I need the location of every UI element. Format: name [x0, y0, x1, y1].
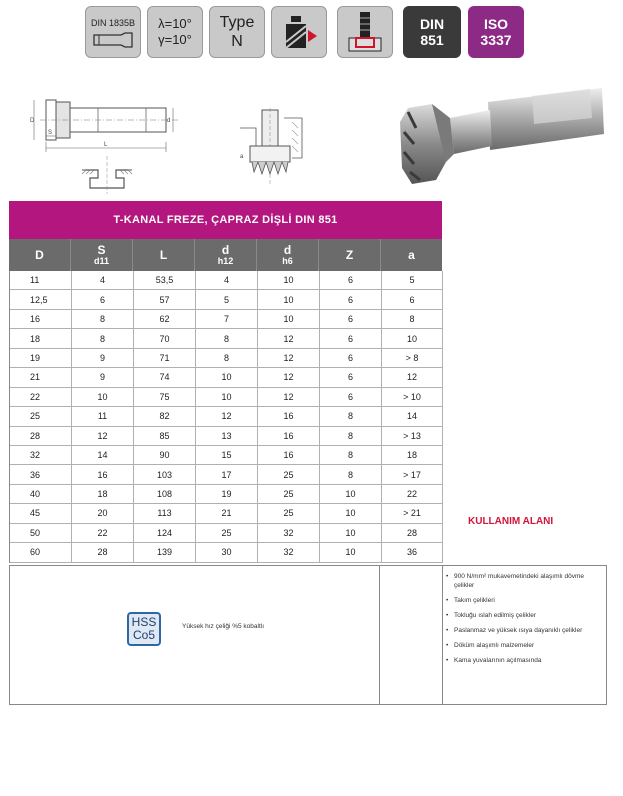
- info-box-divider: [379, 565, 380, 705]
- header-cell: [71, 239, 133, 271]
- table-cell: 10: [258, 290, 320, 308]
- din-standard-label: DIN 1835B: [90, 18, 136, 28]
- table-cell: 10: [320, 485, 382, 503]
- table-cell: 10: [320, 543, 382, 561]
- table-row: [10, 446, 443, 465]
- table-row: [10, 524, 443, 543]
- table-cell: 22: [382, 485, 443, 503]
- table-cell: 108: [134, 485, 196, 503]
- material-line2: Co5: [132, 628, 155, 642]
- header-main: d: [221, 242, 230, 257]
- header-main: S: [97, 242, 106, 257]
- angle-lambda: λ=10°: [158, 16, 192, 31]
- table-cell: 5: [382, 271, 443, 289]
- usage-title: KULLANIM ALANI: [468, 516, 554, 527]
- dim-label-d: D: [30, 118, 35, 124]
- usage-list: [446, 572, 606, 671]
- table-cell: 139: [134, 543, 196, 561]
- table-cell: 62: [134, 310, 196, 328]
- table-cell: 21: [10, 368, 72, 386]
- header-main: L: [159, 247, 168, 262]
- table-cell: 124: [134, 524, 196, 542]
- table-cell: 17: [196, 465, 258, 483]
- table-cell: 82: [134, 407, 196, 425]
- table-cell: 19: [10, 349, 72, 367]
- usage-item: • 900 N/mm² mukavemetindeki alaşımlı dövme çelikler: [446, 572, 606, 590]
- table-cell: 16: [258, 407, 320, 425]
- table-cell: 6: [320, 368, 382, 386]
- table-row: [10, 427, 443, 446]
- table-cell: 30: [196, 543, 258, 561]
- din-851-badge: [403, 6, 461, 58]
- header-main: D: [35, 247, 44, 262]
- table-cell: 25: [258, 485, 320, 503]
- table-cell: 9: [72, 349, 134, 367]
- table-cell: 8: [196, 329, 258, 347]
- table-cell: 32: [10, 446, 72, 464]
- table-cell: 16: [72, 465, 134, 483]
- usage-item: • Tokluğu ıslah edilmiş çelikler: [446, 611, 606, 620]
- table-cell: 57: [134, 290, 196, 308]
- table-cell: 12,5: [10, 290, 72, 308]
- table-cell: 6: [72, 290, 134, 308]
- dim-label-a: a: [240, 154, 244, 160]
- table-cell: 12: [258, 368, 320, 386]
- usage-item: • Takım çelikleri: [446, 596, 606, 605]
- usage-item: • Döküm alaşımlı malzemeler: [446, 641, 606, 650]
- table-cell: 74: [134, 368, 196, 386]
- table-cell: 18: [72, 485, 134, 503]
- material-note: Yüksek hız çeliği %5 kobaltlı: [182, 623, 265, 630]
- cutting-direction-icon: [277, 12, 321, 52]
- table-cell: 8: [72, 329, 134, 347]
- shank-icon: [91, 31, 135, 49]
- table-cell: 4: [72, 271, 134, 289]
- table-cell: 10: [196, 388, 258, 406]
- table-cell: 14: [72, 446, 134, 464]
- table-cell: 22: [10, 388, 72, 406]
- table-cell: 10: [72, 388, 134, 406]
- table-cell: 28: [382, 524, 443, 542]
- table-row: [10, 465, 443, 484]
- table-cell: 12: [382, 368, 443, 386]
- table-cell: 10: [382, 329, 443, 347]
- table-cell: 9: [72, 368, 134, 386]
- header-sub: h6: [282, 255, 293, 266]
- table-row: [10, 485, 443, 504]
- table-cell: 45: [10, 504, 72, 522]
- table-cell: 8: [382, 310, 443, 328]
- type-label: Type: [219, 14, 255, 31]
- cutting-direction-badge: [271, 6, 327, 58]
- table-cell: 6: [320, 349, 382, 367]
- header-sub: h12: [217, 255, 234, 266]
- table-row: [10, 310, 443, 329]
- table-cell: 28: [10, 427, 72, 445]
- table-cell: 14: [382, 407, 443, 425]
- table-cell: 13: [196, 427, 258, 445]
- table-row: [10, 407, 443, 426]
- header-cell: [381, 239, 442, 271]
- table-cell: 10: [258, 271, 320, 289]
- table-cell: 6: [320, 388, 382, 406]
- table-cell: 6: [320, 310, 382, 328]
- side-view-drawing: [28, 90, 188, 200]
- table-cell: 90: [134, 446, 196, 464]
- table-cell: 50: [10, 524, 72, 542]
- table-cell: 8: [320, 407, 382, 425]
- slot-depth-badge: [337, 6, 393, 58]
- table-cell: 36: [10, 465, 72, 483]
- table-cell: 18: [382, 446, 443, 464]
- din-value: 851: [420, 32, 444, 48]
- table-cell: 5: [196, 290, 258, 308]
- header-cell: [133, 239, 195, 271]
- table-cell: 7: [196, 310, 258, 328]
- table-cell: 28: [72, 543, 134, 561]
- slot-cutting-drawing: [236, 108, 308, 188]
- table-cell: 12: [258, 329, 320, 347]
- table-cell: 6: [320, 271, 382, 289]
- table-cell: 40: [10, 485, 72, 503]
- type-value: N: [231, 33, 243, 50]
- angle-badge: [147, 6, 203, 58]
- table-cell: > 10: [382, 388, 443, 406]
- table-cell: 6: [382, 290, 443, 308]
- usage-item: • Kama yuvalarının açılmasında: [446, 656, 606, 665]
- table-cell: 4: [196, 271, 258, 289]
- header-main: Z: [345, 247, 354, 262]
- table-cell: 11: [72, 407, 134, 425]
- table-cell: 16: [258, 427, 320, 445]
- table-cell: 18: [10, 329, 72, 347]
- table-row: [10, 349, 443, 368]
- table-cell: 8: [320, 446, 382, 464]
- header-cell: [9, 239, 71, 271]
- table-cell: > 21: [382, 504, 443, 522]
- table-cell: 8: [72, 310, 134, 328]
- t-slot-cutter-image: [392, 88, 608, 188]
- din-1835b-badge: [85, 6, 141, 58]
- t-slot-icon: [343, 10, 387, 54]
- table-cell: 8: [320, 427, 382, 445]
- table-cell: 10: [320, 504, 382, 522]
- table-cell: 21: [196, 504, 258, 522]
- header-cell: [319, 239, 381, 271]
- table-cell: > 8: [382, 349, 443, 367]
- table-cell: 22: [72, 524, 134, 542]
- table-cell: 10: [258, 310, 320, 328]
- header-sub: d11: [93, 255, 109, 266]
- table-row: [10, 504, 443, 523]
- table-row: [10, 368, 443, 387]
- table-cell: 32: [258, 543, 320, 561]
- table-row: [10, 290, 443, 309]
- table-cell: 19: [196, 485, 258, 503]
- table-header: [9, 239, 442, 271]
- table-cell: 12: [258, 388, 320, 406]
- table-cell: 71: [134, 349, 196, 367]
- table-cell: 53,5: [134, 271, 196, 289]
- angle-gamma: γ=10°: [158, 32, 192, 47]
- table-cell: 6: [320, 329, 382, 347]
- table-cell: 32: [258, 524, 320, 542]
- table-cell: 12: [258, 349, 320, 367]
- table-cell: 6: [320, 290, 382, 308]
- iso-3337-badge: [468, 6, 524, 58]
- dim-label-l: L: [104, 142, 108, 148]
- table-cell: 10: [196, 368, 258, 386]
- table-cell: 11: [10, 271, 72, 289]
- table-cell: 10: [320, 524, 382, 542]
- table-cell: 8: [196, 349, 258, 367]
- table-cell: 8: [320, 465, 382, 483]
- table-cell: 36: [382, 543, 443, 561]
- table-body: [9, 271, 443, 563]
- table-row: [10, 388, 443, 407]
- table-title: T-KANAL FREZE, ÇAPRAZ DİŞLİ DIN 851: [9, 201, 442, 239]
- table-row: [10, 271, 443, 290]
- din-label: DIN: [419, 16, 445, 32]
- table-cell: 12: [196, 407, 258, 425]
- table-cell: 20: [72, 504, 134, 522]
- table-cell: 25: [196, 524, 258, 542]
- header-main: d: [283, 242, 292, 257]
- material-line1: HSS: [131, 615, 157, 629]
- table-cell: > 17: [382, 465, 443, 483]
- table-cell: 113: [134, 504, 196, 522]
- dim-label-s: S: [48, 130, 53, 136]
- table-cell: 16: [10, 310, 72, 328]
- table-cell: 25: [10, 407, 72, 425]
- header-cell: [257, 239, 319, 271]
- header-main: a: [408, 247, 415, 262]
- hss-co5-icon: [127, 612, 161, 646]
- table-cell: > 13: [382, 427, 443, 445]
- type-badge: [209, 6, 265, 58]
- table-cell: 25: [258, 504, 320, 522]
- dim-label-d-small: d: [167, 118, 171, 124]
- table-row: [10, 329, 443, 348]
- iso-label: ISO: [483, 16, 509, 32]
- table-cell: 12: [72, 427, 134, 445]
- table-cell: 70: [134, 329, 196, 347]
- table-cell: 15: [196, 446, 258, 464]
- table-cell: 25: [258, 465, 320, 483]
- table-row: [10, 543, 443, 562]
- header-cell: [195, 239, 257, 271]
- table-cell: 85: [134, 427, 196, 445]
- table-cell: 75: [134, 388, 196, 406]
- info-box-divider-2: [442, 565, 443, 705]
- iso-value: 3337: [480, 32, 512, 48]
- table-cell: 16: [258, 446, 320, 464]
- usage-item: • Paslanmaz ve yüksek ısıya dayanıklı çelikler: [446, 626, 606, 635]
- table-cell: 103: [134, 465, 196, 483]
- table-cell: 60: [10, 543, 72, 561]
